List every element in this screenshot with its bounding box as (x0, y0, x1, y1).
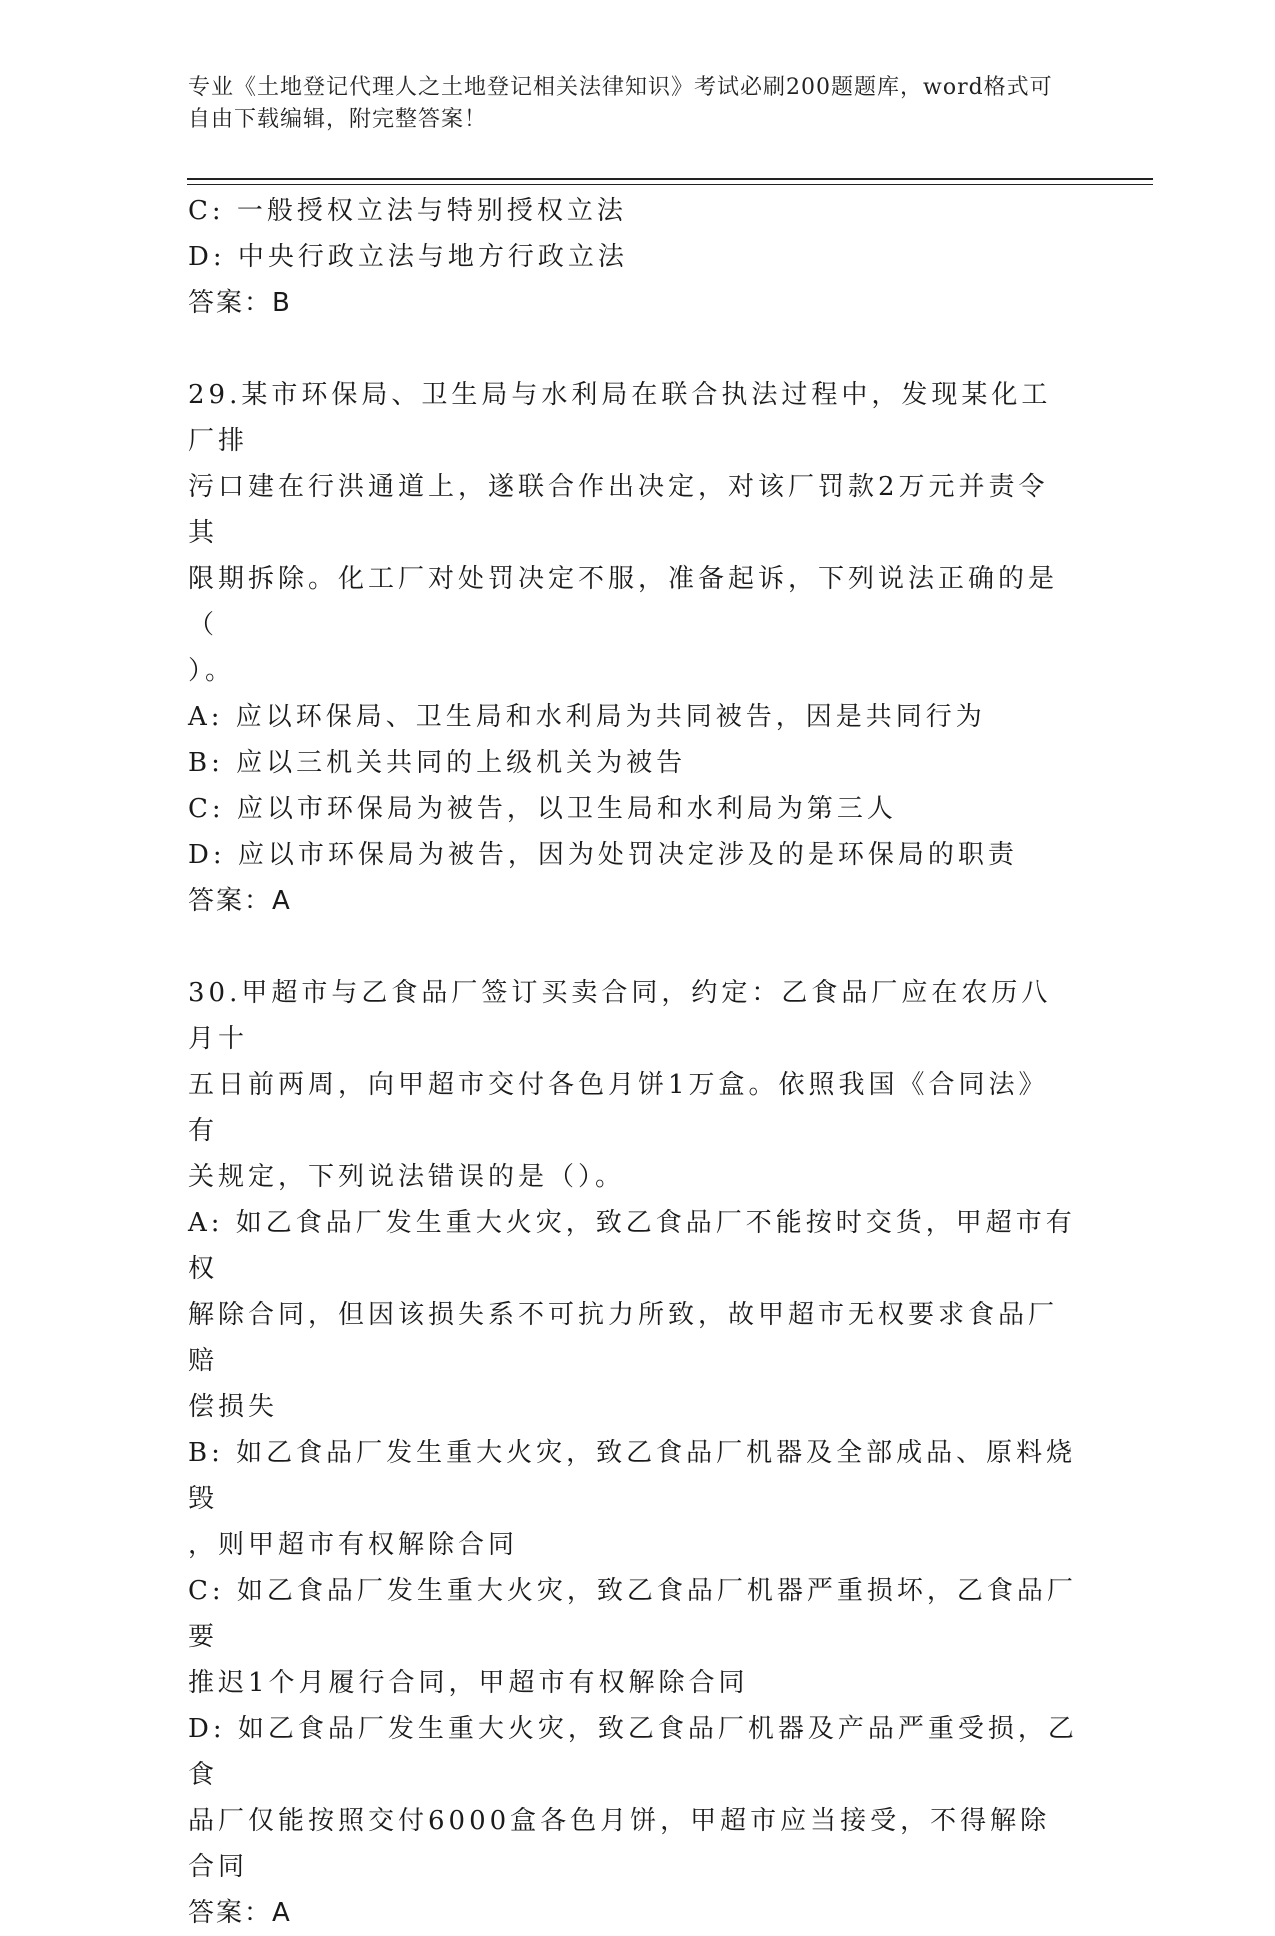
document-body (188, 188, 1078, 1936)
option-b-continued: ，则甲超市有权解除合同 (188, 1530, 519, 1560)
answer-label: 答案：A (188, 1898, 292, 1928)
option-a-continued: 偿损失 (188, 1392, 279, 1422)
question-stem: 30.甲超市与乙食品厂签订买卖合同，约定：乙食品厂应在农历八月十 (188, 978, 1052, 1054)
header-rule-thin (187, 184, 1153, 185)
option-c-continued: 推迟1个月履行合同，甲超市有权解除合同 (188, 1668, 749, 1698)
question-stem: 限期拆除。化工厂对处罚决定不服，准备起诉，下列说法正确的是（ (188, 564, 1059, 640)
header-rule-thick (187, 178, 1153, 180)
option-d: D: 应以市环保局为被告，因为处罚决定涉及的是环保局的职责 (188, 840, 1018, 870)
option-c: C: 如乙食品厂发生重大火灾，致乙食品厂机器严重损坏，乙食品厂要 (188, 1576, 1077, 1652)
option-d: D: 中央行政立法与地方行政立法 (188, 242, 628, 272)
option-c: C: 应以市环保局为被告，以卫生局和水利局为第三人 (188, 794, 897, 824)
option-a: A: 应以环保局、卫生局和水利局为共同被告，因是共同行为 (188, 702, 986, 732)
question-29 (188, 372, 1078, 924)
question-stem: 五日前两周，向甲超市交付各色月饼1万盒。依照我国《合同法》有 (188, 1070, 1049, 1146)
question-stem: 污口建在行洪通道上，遂联合作出决定，对该厂罚款2万元并责令其 (188, 472, 1049, 548)
question-stem: 29.某市环保局、卫生局与水利局在联合执法过程中，发现某化工厂排 (188, 380, 1052, 456)
answer-label: 答案：B (188, 288, 292, 318)
option-c: C: 一般授权立法与特别授权立法 (188, 196, 627, 226)
option-d-continued: 品厂仅能按照交付6000盒各色月饼，甲超市应当接受，不得解除合同 (188, 1806, 1051, 1882)
option-b: B: 如乙食品厂发生重大火灾，致乙食品厂机器及全部成品、原料烧毁 (188, 1438, 1077, 1514)
option-d: D: 如乙食品厂发生重大火灾，致乙食品厂机器及产品严重受损，乙食 (188, 1714, 1078, 1790)
question-28-tail (188, 188, 1078, 326)
option-b: B: 应以三机关共同的上级机关为被告 (188, 748, 687, 778)
option-a: A: 如乙食品厂发生重大火灾，致乙食品厂不能按时交货，甲超市有权 (188, 1208, 1076, 1284)
spacer (188, 924, 1078, 970)
spacer (188, 326, 1078, 372)
option-a-continued: 解除合同，但因该损失系不可抗力所致，故甲超市无权要求食品厂赔 (188, 1300, 1059, 1376)
answer-label: 答案：A (188, 886, 292, 916)
question-stem: ）。 (188, 656, 236, 686)
question-30 (188, 970, 1078, 1936)
question-stem: 关规定，下列说法错误的是（）。 (188, 1162, 626, 1192)
document-header: 专业《土地登记代理人之土地登记相关法律知识》考试必刷200题题库，word格式可自由下载编辑，附完整答案！ (188, 75, 1053, 132)
